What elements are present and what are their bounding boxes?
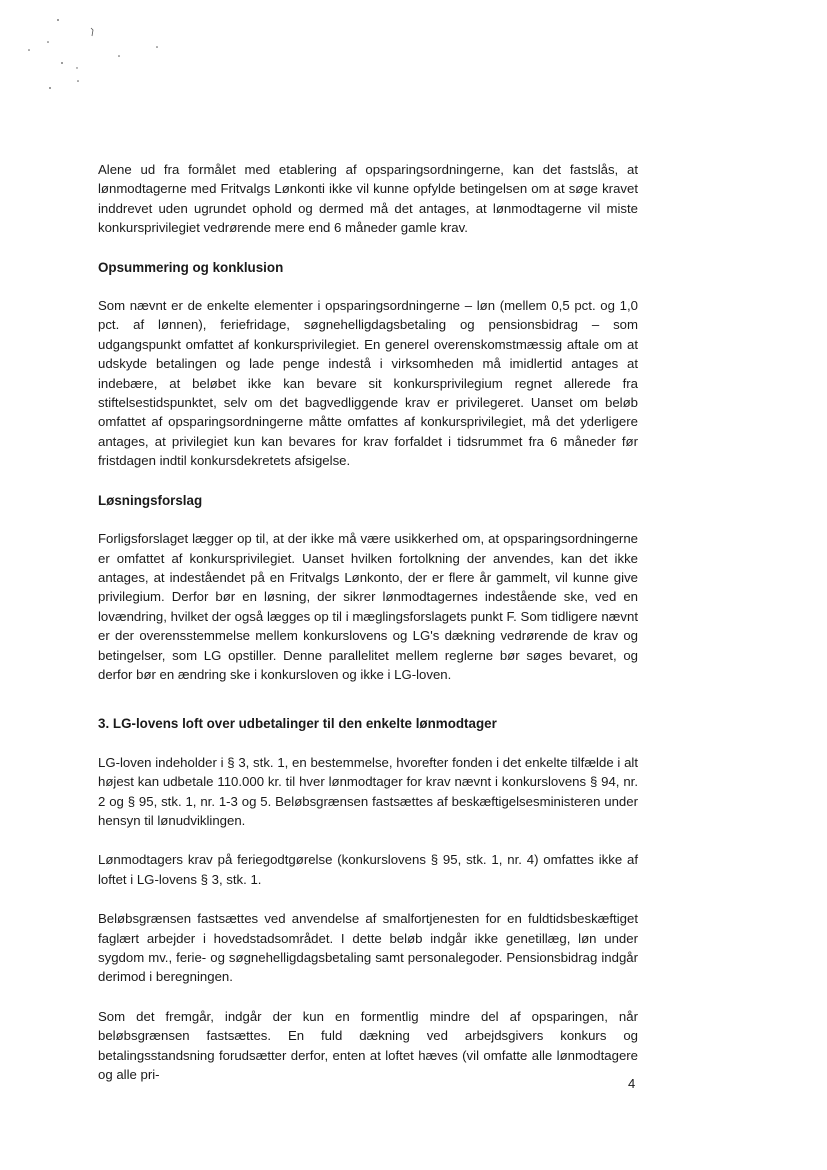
- paragraph-holiday-pay: Lønmodtagers krav på feriegodtgørelse (konkurslovens § 95, stk. 1, nr. 4) omfattes ikke af loftet i LG-lovens § 3, stk. 1.: [98, 852, 638, 887]
- scan-artifacts: [0, 0, 200, 120]
- paragraph-privilege-loss: Alene ud fra formålet med etablering af opsparingsordningerne, kan det fastslås, at lønmodtagerne med Fritvalgs Lønkonti ikke vil kunne opfylde betingelsen om at søge kravet inddrevet uden ugrundet ophold og dermed må det antages, at lønmodtagerne vil miste konkursprivilegiet vedrørende mere end 6 måneder gamle krav.: [98, 162, 638, 236]
- paragraph-lg-limit: LG-loven indeholder i § 3, stk. 1, en bestemmelse, hvorefter fonden i det enkelte tilfælde i alt højest kan udbetale 110.000 kr. til hver lønmodtager for krav nævnt i konkurslovens § 94, nr. 2 og § 95, stk. 1, nr. 1-3 og 5. Beløbsgrænsen fastsættes af beskæftigelsesministeren under hensyn til lønudviklingen.: [98, 754, 638, 828]
- paragraph-full-coverage: Som det fremgår, indgår der kun en formentlig mindre del af opsparingen, når beløbsgrænsen fastsættes. En fuld dækning ved arbejdsgivers konkurs og betalingsstandsning forudsætter derfor, enten at loftet hæves (vil omfatte alle lønmodtagere og alle pri-: [98, 1008, 638, 1083]
- paragraph-summary: Som nævnt er de enkelte elementer i opsparingsordningerne – løn (mellem 0,5 pct. og 1,0 pct. af lønnen), feriefridage, søgnehelligdagsbetaling og pensionsbidrag – som udgangspunkt omfattet af konkursprivilegiet. En generel overenskomstmæssig aftale om at udskyde betalingen og lade penge indestå i virksomheden må imidlertid antages at indebære, at beløbet ikke kan bevare sit konkursprivilegium regnet allerede fra stiftelsestidspunktet, selv om det bagvedliggende krav er privilegeret. Uanset om beløb omfattet af opsparingsordningerne måtte omfattes af konkursprivilegiet, må det yderligere antages, at privilegiet kun kan bevares for krav forfaldet i tidsrummet fra 6 måneder før fristdagen indtil konkursdekretets afsigelse.: [98, 298, 638, 469]
- paragraph-solution: Forligsforslaget lægger op til, at der ikke må være usikkerhed om, at opsparingsordningerne er omfattet af konkursprivilegiet. Uanset hvilken fortolkning der anvendes, kan det ikke antages, at indeståendet på en Fritvalgs Lønkonto, der er flere år gammelt, vil kunne give privilegium. Derfor bør en løsning, der sikrer lønmodtagernes indestående ske, ved en lovændring, hvilket der også lægges op til i mæglingsforslagets punkt F. Som tidligere nævnt er der overensstemmelse mellem konkurslovens og LG's dækning vedrørende de krav og betingelser, som LG opstiller. Denne parallelitet mellem reglerne bør søges bevaret, og derfor bør en ændring ske i konkursloven og ikke i LG-loven.: [98, 531, 638, 682]
- heading-solution: Løsningsforslag: [98, 492, 203, 508]
- document-body: [98, 160, 638, 1104]
- heading-summary: Opsummering og konklusion: [98, 259, 284, 275]
- page-number: 4: [628, 1076, 636, 1091]
- paragraph-amount-limit: Beløbsgrænsen fastsættes ved anvendelse af smalfortjenesten for en fuldtidsbeskæftiget faglært arbejder i hovedstadsområdet. I dette beløb indgår ikke genetillæg, løn under sygdom mv., ferie- og søgnehelligdagsbetaling samt personalegoder. Pensionsbidrag indgår derimod i beregningen.: [98, 911, 638, 985]
- heading-section-3: 3. LG-lovens loft over udbetalinger til den enkelte lønmodtager: [98, 716, 497, 732]
